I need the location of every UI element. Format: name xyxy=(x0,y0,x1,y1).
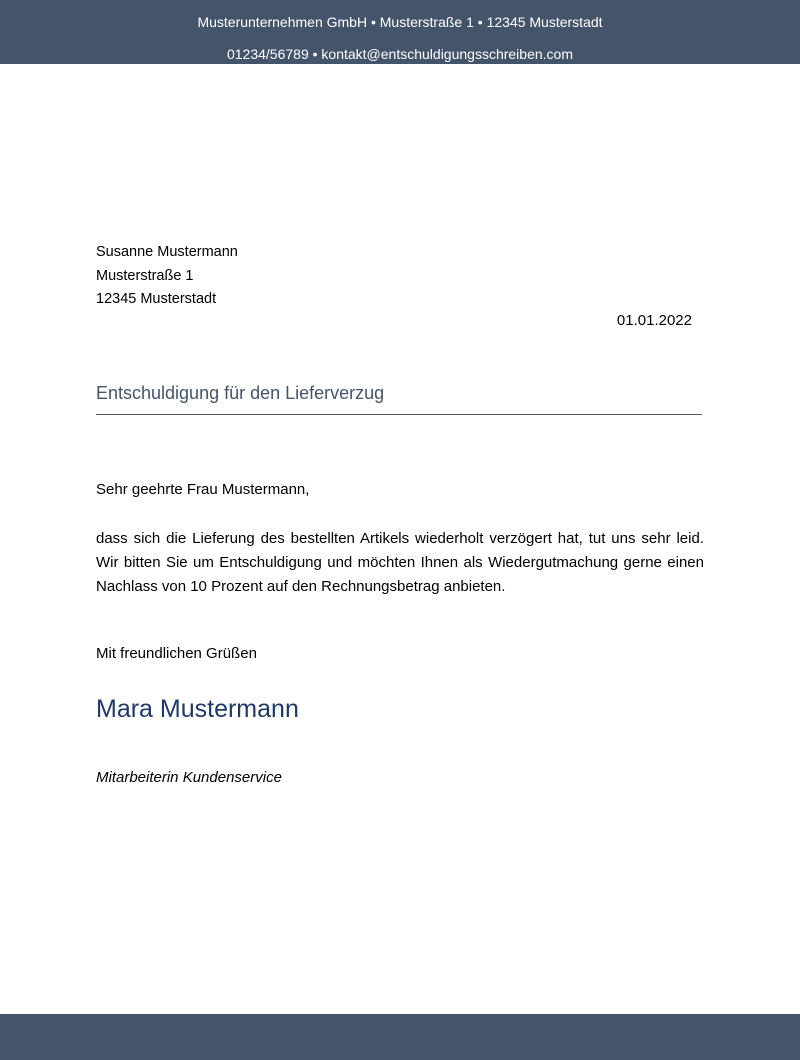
subject-divider xyxy=(96,414,702,415)
letter-date: 01.01.2022 xyxy=(616,312,692,329)
recipient-name: Susanne Mustermann xyxy=(96,244,238,260)
recipient-street: Musterstraße 1 xyxy=(96,267,194,284)
letter-subject: Entschuldigung für den Lieferverzug xyxy=(96,383,385,403)
letterhead-band xyxy=(0,0,800,64)
company-address-line: Musterunternehmen GmbH • Musterstraße 1 • 12345 Musterstadt xyxy=(197,14,603,30)
recipient-address-block xyxy=(96,241,238,312)
recipient-city: 12345 Musterstadt xyxy=(96,291,217,307)
letter-body-paragraph: dass sich die Lieferung des bestellten Artikels wiederholt verzögert hat, tut uns sehr leid. Wir bitten Sie um Entschuldigung und möchten Ihnen als Wiedergutmachung gerne einen Nachlass von 10 Prozent auf den Rechnungsbetrag anbieten. xyxy=(96,530,704,595)
company-contact-line: 01234/56789 • kontakt@entschuldigungsschreiben.com xyxy=(226,46,573,62)
signature-name: Mara Mustermann xyxy=(96,695,299,723)
salutation: Sehr geehrte Frau Mustermann, xyxy=(96,481,310,498)
closing-phrase: Mit freundlichen Grüßen xyxy=(96,645,257,662)
signer-role: Mitarbeiterin Kundenservice xyxy=(96,769,282,786)
footer-band xyxy=(0,1014,800,1060)
